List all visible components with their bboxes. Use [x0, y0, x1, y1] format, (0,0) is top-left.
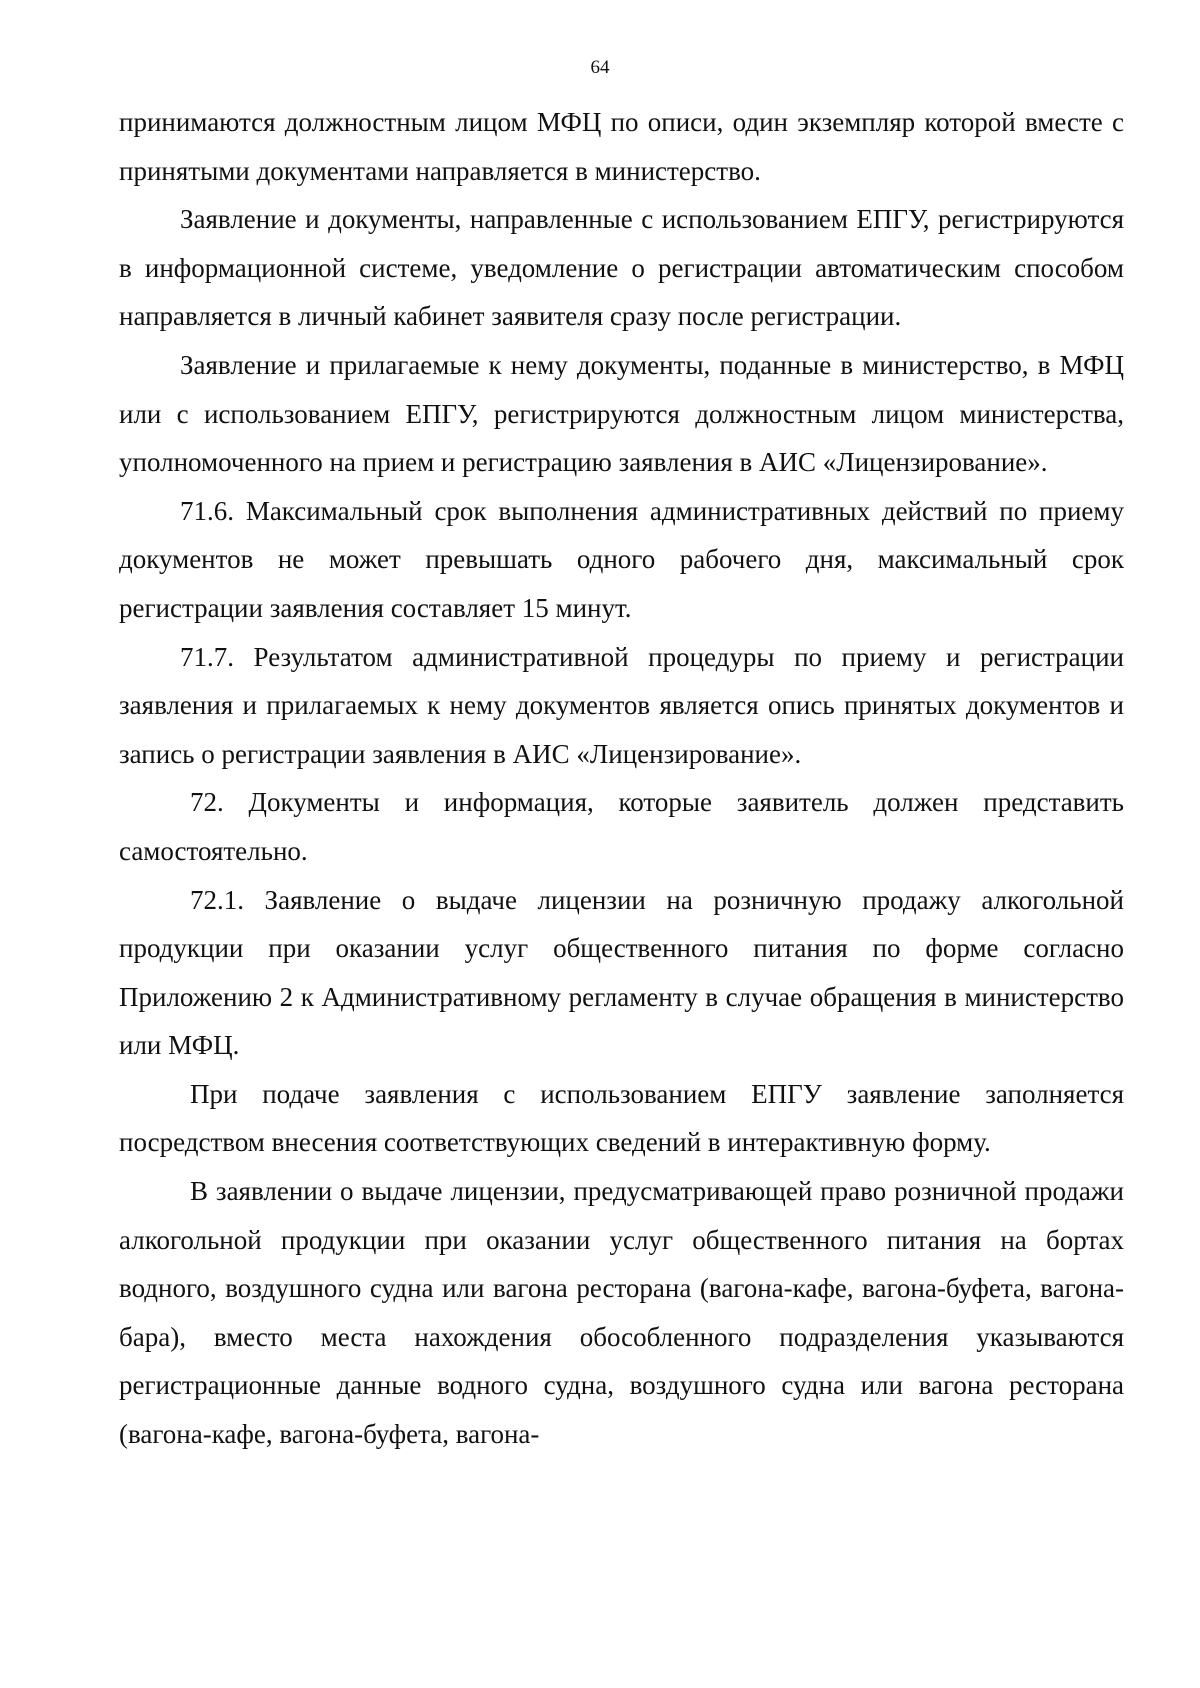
paragraph-72-1: 72.1. Заявление о выдаче лицензии на розничную продажу алкогольной продукции при оказании услуг общественного питания по форме согласно Приложению 2 к Административному регламенту в случае обращения в министерство или МФЦ. [119, 884, 1124, 1061]
paragraph-epgu-registration: Заявление и документы, направленные с использованием ЕПГУ, регистрируются в информационной системе, уведомление о регистрации автоматическим способом направляется в личный кабинет заявителя сразу после регистрации. [119, 204, 1124, 332]
paragraph-epgu-form: При подаче заявления с использованием ЕПГУ заявление заполняется посредством внесения соответствующих сведений в интерактивную форму. [119, 1078, 1124, 1158]
page-number: 64 [590, 57, 610, 78]
paragraph-72: 72. Документы и информация, которые заявитель должен представить самостоятельно. [119, 787, 1124, 866]
paragraph-documents-registration: Заявление и прилагаемые к нему документы, поданные в министерство, в МФЦ или с использованием ЕПГУ, регистрируются должностным лицом министерства, уполномоченного на прием и регистрацию заявления в АИС «Лицензирование». [119, 349, 1124, 478]
paragraph-71-6: 71.6. Максимальный срок выполнения административных действий по приему документов не может превышать одного рабочего дня, максимальный срок регистрации заявления составляет 15 минут. [119, 495, 1124, 623]
paragraph-continuation: принимаются должностным лицом МФЦ по описи, один экземпляр которой вместе с принятыми документами направляется в министерство. [119, 107, 1124, 186]
paragraph-vessel-data: В заявлении о выдаче лицензии, предусматривающей право розничной продажи алкогольной продукции при оказании услуг общественного питания на бортах водного, воздушного судна или вагона ресторана (вагона-кафе, вагона-буфета, вагона-бара), вместо места нахождения обособленного подразделения указываются регистрационные данные водного судна, воздушного судна или вагона ресторана (вагона-кафе, вагона-буфета, вагона- [119, 1176, 1124, 1450]
paragraph-71-7: 71.7. Результатом административной процедуры по приему и регистрации заявления и прилагаемых к нему документов является опись принятых документов и запись о регистрации заявления в АИС «Лицензирование». [119, 641, 1124, 769]
document-body [119, 98, 1124, 1459]
